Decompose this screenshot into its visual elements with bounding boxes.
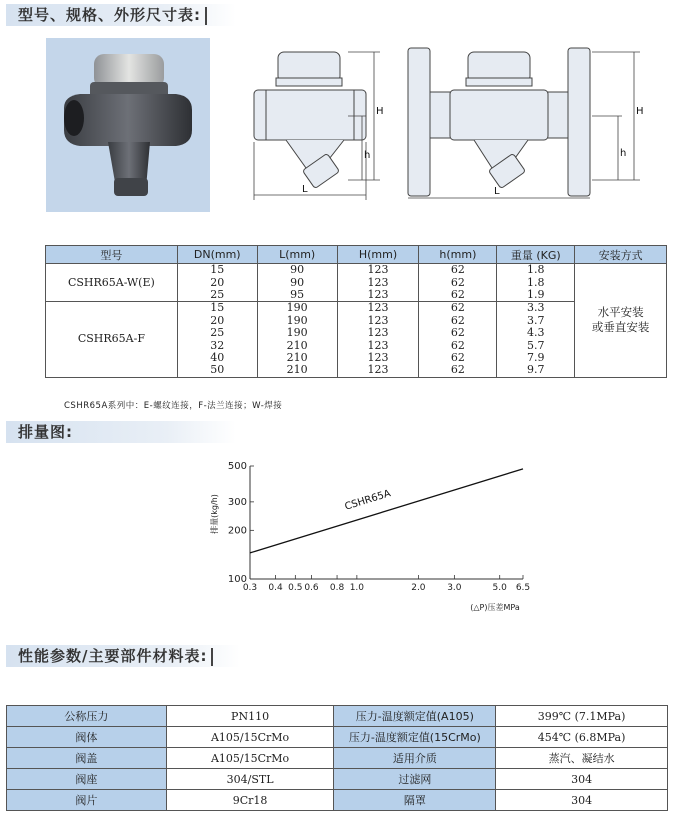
col-header: 型号 [46, 246, 178, 264]
dn-cell: 32 [177, 339, 257, 351]
flanged-trap-drawing [400, 40, 650, 205]
col-header: L(mm) [257, 246, 337, 264]
y-tick-label: 500 [227, 461, 247, 472]
l-cell: 210 [257, 364, 337, 377]
dn-cell: 50 [177, 364, 257, 377]
x-tick-label: 6.5 [515, 583, 531, 593]
small-h-cell: 62 [419, 276, 497, 288]
h-cell: 123 [337, 289, 419, 302]
table-row [7, 706, 668, 727]
h-cell: 123 [337, 352, 419, 364]
chart-series [250, 469, 523, 553]
param-value: 304/STL [166, 769, 334, 790]
dim-H-label: H [376, 106, 384, 117]
table-row [7, 727, 668, 748]
threaded-trap-drawing [240, 40, 390, 205]
col-header: h(mm) [419, 246, 497, 264]
x-tick-label: 0.5 [288, 583, 303, 593]
small-h-cell: 62 [419, 264, 497, 277]
x-tick-label: 1.0 [349, 583, 365, 593]
dn-cell: 15 [177, 302, 257, 315]
x-tick-label: 0.4 [268, 583, 283, 593]
x-tick-label: 0.6 [304, 583, 319, 593]
series-label: CSHR65A [343, 488, 393, 513]
param-value: 蒸汽、凝结水 [496, 748, 668, 769]
y-tick-label: 200 [227, 525, 247, 537]
steam-trap-image [46, 38, 210, 212]
dim-L-label: L [494, 186, 500, 197]
dim-H-label: H [636, 106, 644, 117]
install-text: 或垂直安装 [591, 320, 650, 335]
dn-cell: 25 [177, 289, 257, 302]
param-value: A105/15CrMo [166, 727, 334, 748]
col-header: H(mm) [337, 246, 419, 264]
x-tick-label: 0.3 [242, 583, 258, 593]
h-cell: 123 [337, 276, 419, 288]
dn-cell: 15 [177, 264, 257, 277]
param-value: 399℃ (7.1MPa) [496, 706, 668, 727]
small-h-cell: 62 [419, 289, 497, 302]
param-label: 阀体 [7, 727, 167, 748]
dn-cell: 20 [177, 315, 257, 327]
l-cell: 210 [257, 352, 337, 364]
h-cell: 123 [337, 264, 419, 277]
weight-cell: 3.3 [497, 302, 575, 315]
weight-cell: 1.8 [497, 276, 575, 288]
h-cell: 123 [337, 339, 419, 351]
y-tick-label: 100 [227, 574, 247, 585]
dn-cell: 25 [177, 327, 257, 339]
l-cell: 90 [257, 276, 337, 288]
param-label: 阀座 [7, 769, 167, 790]
dim-h-label: h [620, 148, 627, 159]
small-h-cell: 62 [419, 339, 497, 351]
x-tick-label: 3.0 [447, 583, 462, 593]
small-h-cell: 62 [419, 315, 497, 327]
param-value: PN110 [166, 706, 334, 727]
param-label: 隔罩 [334, 790, 496, 811]
table-row [7, 790, 668, 811]
dim-L-label: L [302, 184, 308, 195]
product-photo [46, 38, 210, 212]
param-label: 适用介质 [334, 748, 496, 769]
material-table [6, 705, 668, 811]
weight-cell: 7.9 [497, 352, 575, 364]
x-tick-label: 5.0 [492, 583, 507, 593]
weight-cell: 1.9 [497, 289, 575, 302]
table-row [7, 769, 668, 790]
spec-table [45, 245, 667, 378]
l-cell: 210 [257, 339, 337, 351]
param-label: 阀片 [7, 790, 167, 811]
series-note: CSHR65A系列中：E-螺纹连接，F-法兰连接；W-焊接 [64, 401, 283, 411]
material-section-title: 性能参数/主要部件材料表: [6, 645, 213, 667]
param-value: 304 [496, 769, 668, 790]
weight-cell: 3.7 [497, 315, 575, 327]
small-h-cell: 62 [419, 302, 497, 315]
dn-cell: 20 [177, 276, 257, 288]
param-value: A105/15CrMo [166, 748, 334, 769]
h-cell: 123 [337, 364, 419, 377]
param-label: 阀盖 [7, 748, 167, 769]
x-tick-label: 0.8 [329, 583, 345, 593]
col-header: 重量 (KG) [497, 246, 575, 264]
l-cell: 90 [257, 264, 337, 277]
x-axis-label: (△P)压差MPa [470, 603, 520, 612]
col-header: DN(mm) [177, 246, 257, 264]
dim-h-label: h [364, 150, 371, 161]
l-cell: 190 [257, 315, 337, 327]
weight-cell: 5.7 [497, 339, 575, 351]
weight-cell: 9.7 [497, 364, 575, 377]
l-cell: 190 [257, 327, 337, 339]
small-h-cell: 62 [419, 352, 497, 364]
l-cell: 190 [257, 302, 337, 315]
dn-cell: 40 [177, 352, 257, 364]
flow-section-title: 排量图: [6, 421, 73, 443]
weight-cell: 4.3 [497, 327, 575, 339]
small-h-cell: 62 [419, 364, 497, 377]
install-text: 水平安装 [597, 305, 644, 320]
y-axis-label: 排量(kg/h) [210, 494, 219, 534]
table-row [7, 748, 668, 769]
param-value: 454℃ (6.8MPa) [496, 727, 668, 748]
param-label: 压力-温度额定值(15CrMo) [334, 727, 496, 748]
spec-section-title: 型号、规格、外形尺寸表: [6, 4, 207, 26]
table-row [46, 264, 667, 277]
small-h-cell: 62 [419, 327, 497, 339]
model-cell: CSHR65A-F [46, 302, 178, 377]
y-tick-label: 300 [227, 496, 247, 508]
param-label: 公称压力 [7, 706, 167, 727]
weight-cell: 1.8 [497, 264, 575, 277]
h-cell: 123 [337, 327, 419, 339]
param-value: 9Cr18 [166, 790, 334, 811]
h-cell: 123 [337, 302, 419, 315]
series-line [250, 469, 523, 553]
flow-chart [205, 452, 545, 617]
chart-axes [250, 466, 523, 579]
col-header: 安装方式 [575, 246, 667, 264]
param-label: 过滤网 [334, 769, 496, 790]
table-row [46, 302, 667, 315]
l-cell: 95 [257, 289, 337, 302]
h-cell: 123 [337, 315, 419, 327]
spec-header-row [46, 246, 667, 264]
x-tick-label: 2.0 [411, 583, 426, 593]
install-cell [575, 264, 667, 378]
param-label: 压力-温度额定值(A105) [334, 706, 496, 727]
param-value: 304 [496, 790, 668, 811]
model-cell: CSHR65A-W(E) [46, 264, 178, 302]
